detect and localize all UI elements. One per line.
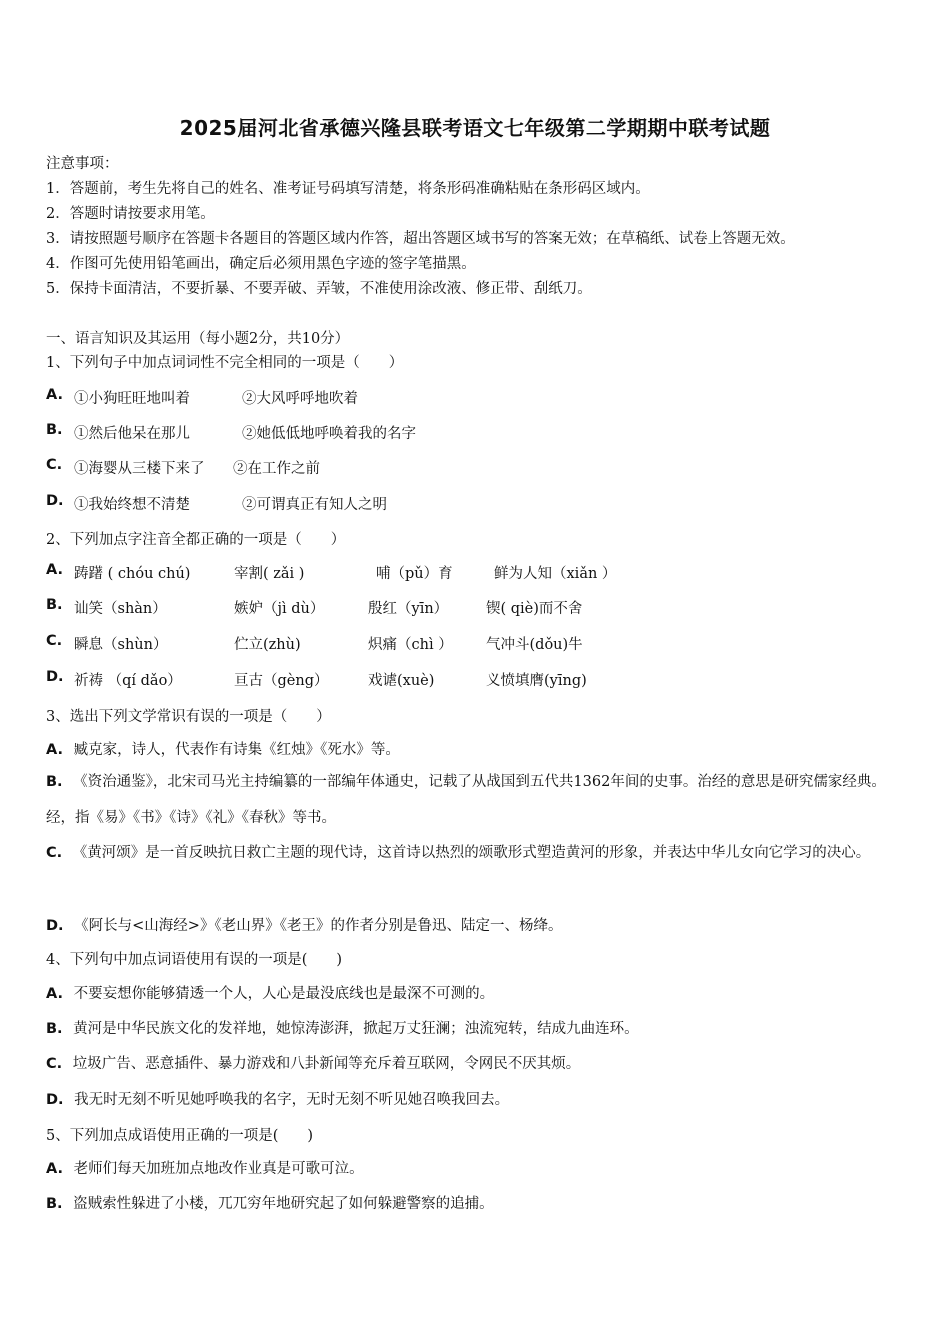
option-row — [46, 457, 320, 477]
option-row — [46, 387, 358, 407]
option-label: D. — [46, 1092, 64, 1108]
option-label: A. — [46, 562, 63, 578]
option-row — [46, 422, 416, 442]
option-label: A. — [46, 742, 63, 758]
option-row — [46, 764, 908, 836]
option-text: 瞬息（shùn） — [74, 637, 168, 653]
option-row — [46, 597, 583, 617]
option-label: B. — [46, 597, 63, 613]
option-text: 鲜为人知（xiǎn ） — [494, 566, 617, 582]
option-text: 宰割( zǎi ) — [234, 566, 305, 582]
option-label: C. — [46, 845, 63, 861]
option-row — [46, 1192, 494, 1213]
notice-item: 3．请按照题号顺序在答题卡各题目的答题区域内作答，超出答题区域书写的答案无效；在草稿纸、试卷上答题无效。 — [46, 231, 795, 247]
option-text: 戏谑(xuè) — [368, 673, 435, 689]
option-row — [46, 1157, 364, 1178]
option-text: 不要妄想你能够猜透一个人，人心是最没底线也是最深不可测的。 — [73, 986, 495, 1002]
option-label: A. — [46, 387, 63, 403]
option-text: 殷红（yīn） — [368, 601, 449, 617]
option-row — [46, 1052, 580, 1073]
option-text: ②大风呼呼地吹着 — [242, 391, 358, 407]
option-label: B. — [46, 1021, 63, 1037]
question-stem: 5、下列加点成语使用正确的一项是( ) — [46, 1128, 314, 1144]
option-text: 祈祷 （qí dǎo） — [74, 673, 182, 689]
option-row — [46, 835, 908, 871]
option-label: D. — [46, 918, 64, 934]
option-text: 《黄河颂》是一首反映抗日救亡主题的现代诗，这首诗以热烈的颂歌形式塑造黄河的形象，并表达中华儿女向它学习的决心。 — [72, 845, 871, 861]
question-stem: 1、下列句子中加点词词性不完全相同的一项是（ ） — [46, 355, 404, 371]
option-text: ①我始终想不清楚 — [74, 497, 190, 513]
option-text: ①海婴从三楼下来了 — [74, 461, 205, 477]
option-text: 亘古（gèng） — [234, 673, 329, 689]
option-label: B. — [46, 422, 63, 438]
option-row — [46, 633, 583, 653]
option-text: 我无时无刻不听见她呼唤我的名字，无时无刻不听见她召唤我回去。 — [74, 1092, 510, 1108]
option-text: 《阿长与<山海经>》《老山界》《老王》的作者分别是鲁迅、陆定一、杨绛。 — [74, 918, 563, 934]
option-label: C. — [46, 633, 63, 649]
page-title: 2025届河北省承德兴隆县联考语文七年级第二学期期中联考试题 — [179, 116, 771, 140]
option-label: C. — [46, 1056, 63, 1072]
option-label: A. — [46, 1161, 63, 1177]
option-label: B. — [46, 774, 63, 790]
option-label: A. — [46, 986, 63, 1002]
option-label: B. — [46, 1196, 63, 1212]
option-row — [46, 562, 617, 582]
notice-heading: 注意事项： — [46, 156, 119, 172]
option-text: 老师们每天加班加点地改作业真是可歌可泣。 — [73, 1161, 364, 1177]
question-stem: 3、选出下列文学常识有误的一项是（ ） — [46, 709, 331, 725]
option-text: 讪笑（shàn） — [74, 601, 167, 617]
option-row — [46, 669, 587, 689]
notice-item: 1．答题前，考生先将自己的姓名、准考证号码填写清楚，将条形码准确粘贴在条形码区域内。 — [46, 181, 650, 197]
option-label: D. — [46, 493, 64, 509]
question-stem: 2、下列加点字注音全都正确的一项是（ ） — [46, 532, 346, 548]
option-row — [46, 982, 494, 1003]
option-text: 哺（pǔ）育 — [376, 566, 453, 582]
option-text: ②她低低地呼唤着我的名字 — [242, 426, 416, 442]
option-text: 臧克家，诗人，代表作有诗集《红烛》《死水》等。 — [73, 742, 400, 758]
option-text: 伫立(zhù) — [234, 637, 301, 653]
option-text: 《资治通鉴》，北宋司马光主持编纂的一部编年体通史，记载了从战国到五代共1362年间的史事。治经的意思是研究儒家经典。经，指《易》《书》《诗》《礼》《春秋》等书。 — [46, 774, 886, 826]
option-label: D. — [46, 669, 64, 685]
option-text: 炽痛（chì ） — [368, 637, 453, 653]
notice-item: 5．保持卡面清洁，不要折暴、不要弄破、弄皱，不准使用涂改液、修正带、刮纸刀。 — [46, 281, 592, 297]
option-row — [46, 493, 387, 513]
option-text: 嫉妒（jì dù） — [234, 601, 325, 617]
section-heading: 一、语言知识及其运用（每小题2分，共10分） — [46, 331, 350, 347]
option-text: 黄河是中华民族文化的发祥地，她惊涛澎湃，掀起万丈狂澜；浊流宛转，结成九曲连环。 — [73, 1021, 639, 1037]
option-row — [46, 738, 400, 759]
option-text: 义愤填膺(yīng) — [486, 673, 587, 689]
option-label: C. — [46, 457, 63, 473]
notice-item: 2．答题时请按要求用笔。 — [46, 206, 215, 222]
option-row — [46, 1088, 509, 1109]
option-text: ②在工作之前 — [233, 461, 320, 477]
question-stem: 4、下列句中加点词语使用有误的一项是( ) — [46, 952, 343, 968]
option-text: 垃圾广告、恶意插件、暴力游戏和八卦新闻等充斥着互联网，令网民不厌其烦。 — [72, 1056, 581, 1072]
option-text: 盗贼索性躲进了小楼，兀兀穷年地研究起了如何躲避警察的追捕。 — [73, 1196, 494, 1212]
option-row — [46, 914, 562, 935]
option-text: 锲( qiè)而不舍 — [486, 601, 583, 617]
option-text: ①小狗旺旺地叫着 — [74, 391, 190, 407]
option-text: 气冲斗(dǒu)牛 — [486, 637, 583, 653]
option-text: ②可谓真正有知人之明 — [242, 497, 387, 513]
option-row — [46, 1017, 639, 1038]
option-text: ①然后他呆在那儿 — [74, 426, 190, 442]
option-text: 踌躇 ( chóu chú) — [74, 566, 191, 582]
notice-item: 4．作图可先使用铅笔画出，确定后必须用黑色字迹的签字笔描黑。 — [46, 256, 476, 272]
